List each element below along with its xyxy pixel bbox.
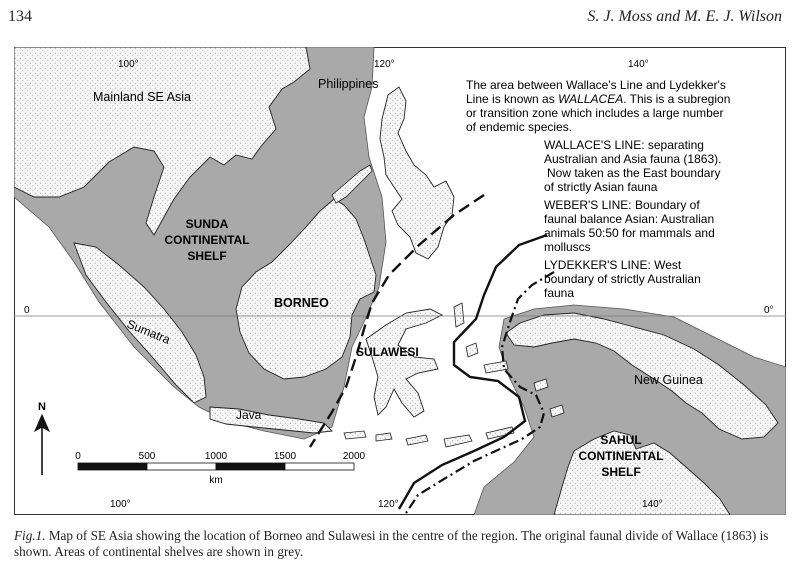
scale-tick-1000: 1000 [204,451,228,462]
label-sahul-2: CONTINENTAL [578,449,664,463]
label-java: Java [236,408,262,422]
lat-label-0-right: 0° [764,305,774,316]
wallace-note-line-1: WALLACE'S LINE: separating [544,138,704,152]
scale-unit: km [209,475,223,486]
lon-label-120-bottom: 120° [378,499,399,510]
label-sumatra: Sumatra [124,316,173,347]
label-philippines: Philippines [318,77,379,91]
label-mainland-se-asia: Mainland SE Asia [93,90,191,104]
lydekker-note-line-1: LYDEKKER'S LINE: West [544,258,682,272]
wallacea-note-line-1: The area between Wallace's Line and Lydekker's [466,78,726,92]
lon-label-140-bottom: 140° [642,499,663,510]
label-sahul-1: SAHUL [600,433,642,447]
wallacea-note-line-3: or transition zone which includes a large number [466,106,724,120]
scale-seg-1 [78,463,147,470]
wallace-note-line-3: Now taken as the East boundary [547,166,721,180]
lydekker-note-line-3: fauna [544,286,575,300]
wallacea-term: WALLACEA [558,92,624,106]
lat-label-0-left: 0 [24,305,30,316]
scale-tick-500: 500 [138,451,156,462]
scale-seg-3 [216,463,285,470]
scale-seg-4 [285,463,354,470]
scale-tick-0: 0 [75,451,81,462]
scale-tick-2000: 2000 [342,451,366,462]
north-arrow-label: N [38,401,46,413]
wallacea-note-line-2b: . This is a subregion [623,92,731,106]
lon-label-100-top: 100° [118,59,139,70]
wallacea-note-line-2 [466,92,730,106]
wallacea-note-line-2a: Line is known as [466,92,559,106]
label-sunda-2: CONTINENTAL [164,233,250,247]
map-figure [14,47,786,515]
figure-caption-text: Map of SE Asia showing the location of Borneo and Sulawesi in the centre of the region. The original faunal divide of Wallace (1863) is shown. Areas of continental shelves are shown in grey. [14,528,769,559]
lon-label-120-top: 120° [374,59,395,70]
figure-caption [14,528,786,560]
wallace-note-line-4: of strictly Asian fauna [544,180,658,194]
label-sahul-3: SHELF [601,465,641,479]
weber-note-line-1: WEBER'S LINE: Boundary of [544,198,700,212]
label-sulawesi: SULAWESI [356,345,419,359]
lydekker-note-line-2: boundary of strictly Australian [544,272,701,286]
label-new-guinea: New Guinea [634,373,703,387]
label-borneo: BORNEO [274,296,329,310]
scale-tick-1500: 1500 [273,451,297,462]
label-sunda-1: SUNDA [185,217,229,231]
running-header-authors: S. J. Moss and M. E. J. Wilson [587,8,782,25]
lon-label-140-top: 140° [628,59,649,70]
page-number: 134 [8,8,32,25]
label-sunda-3: SHELF [187,249,227,263]
weber-note-line-2: faunal balance Asian: Australian [544,212,715,226]
weber-note-line-4: molluscs [544,240,591,254]
figure-label: Fig.1. [14,528,46,543]
lon-label-100-bottom: 100° [110,499,131,510]
scale-seg-2 [147,463,216,470]
weber-note-line-3: animals 50:50 for mammals and [544,226,715,240]
wallacea-note-line-4: of endemic species. [466,120,573,134]
wallace-note-line-2: Australian and Asia fauna (1863). [544,152,722,166]
